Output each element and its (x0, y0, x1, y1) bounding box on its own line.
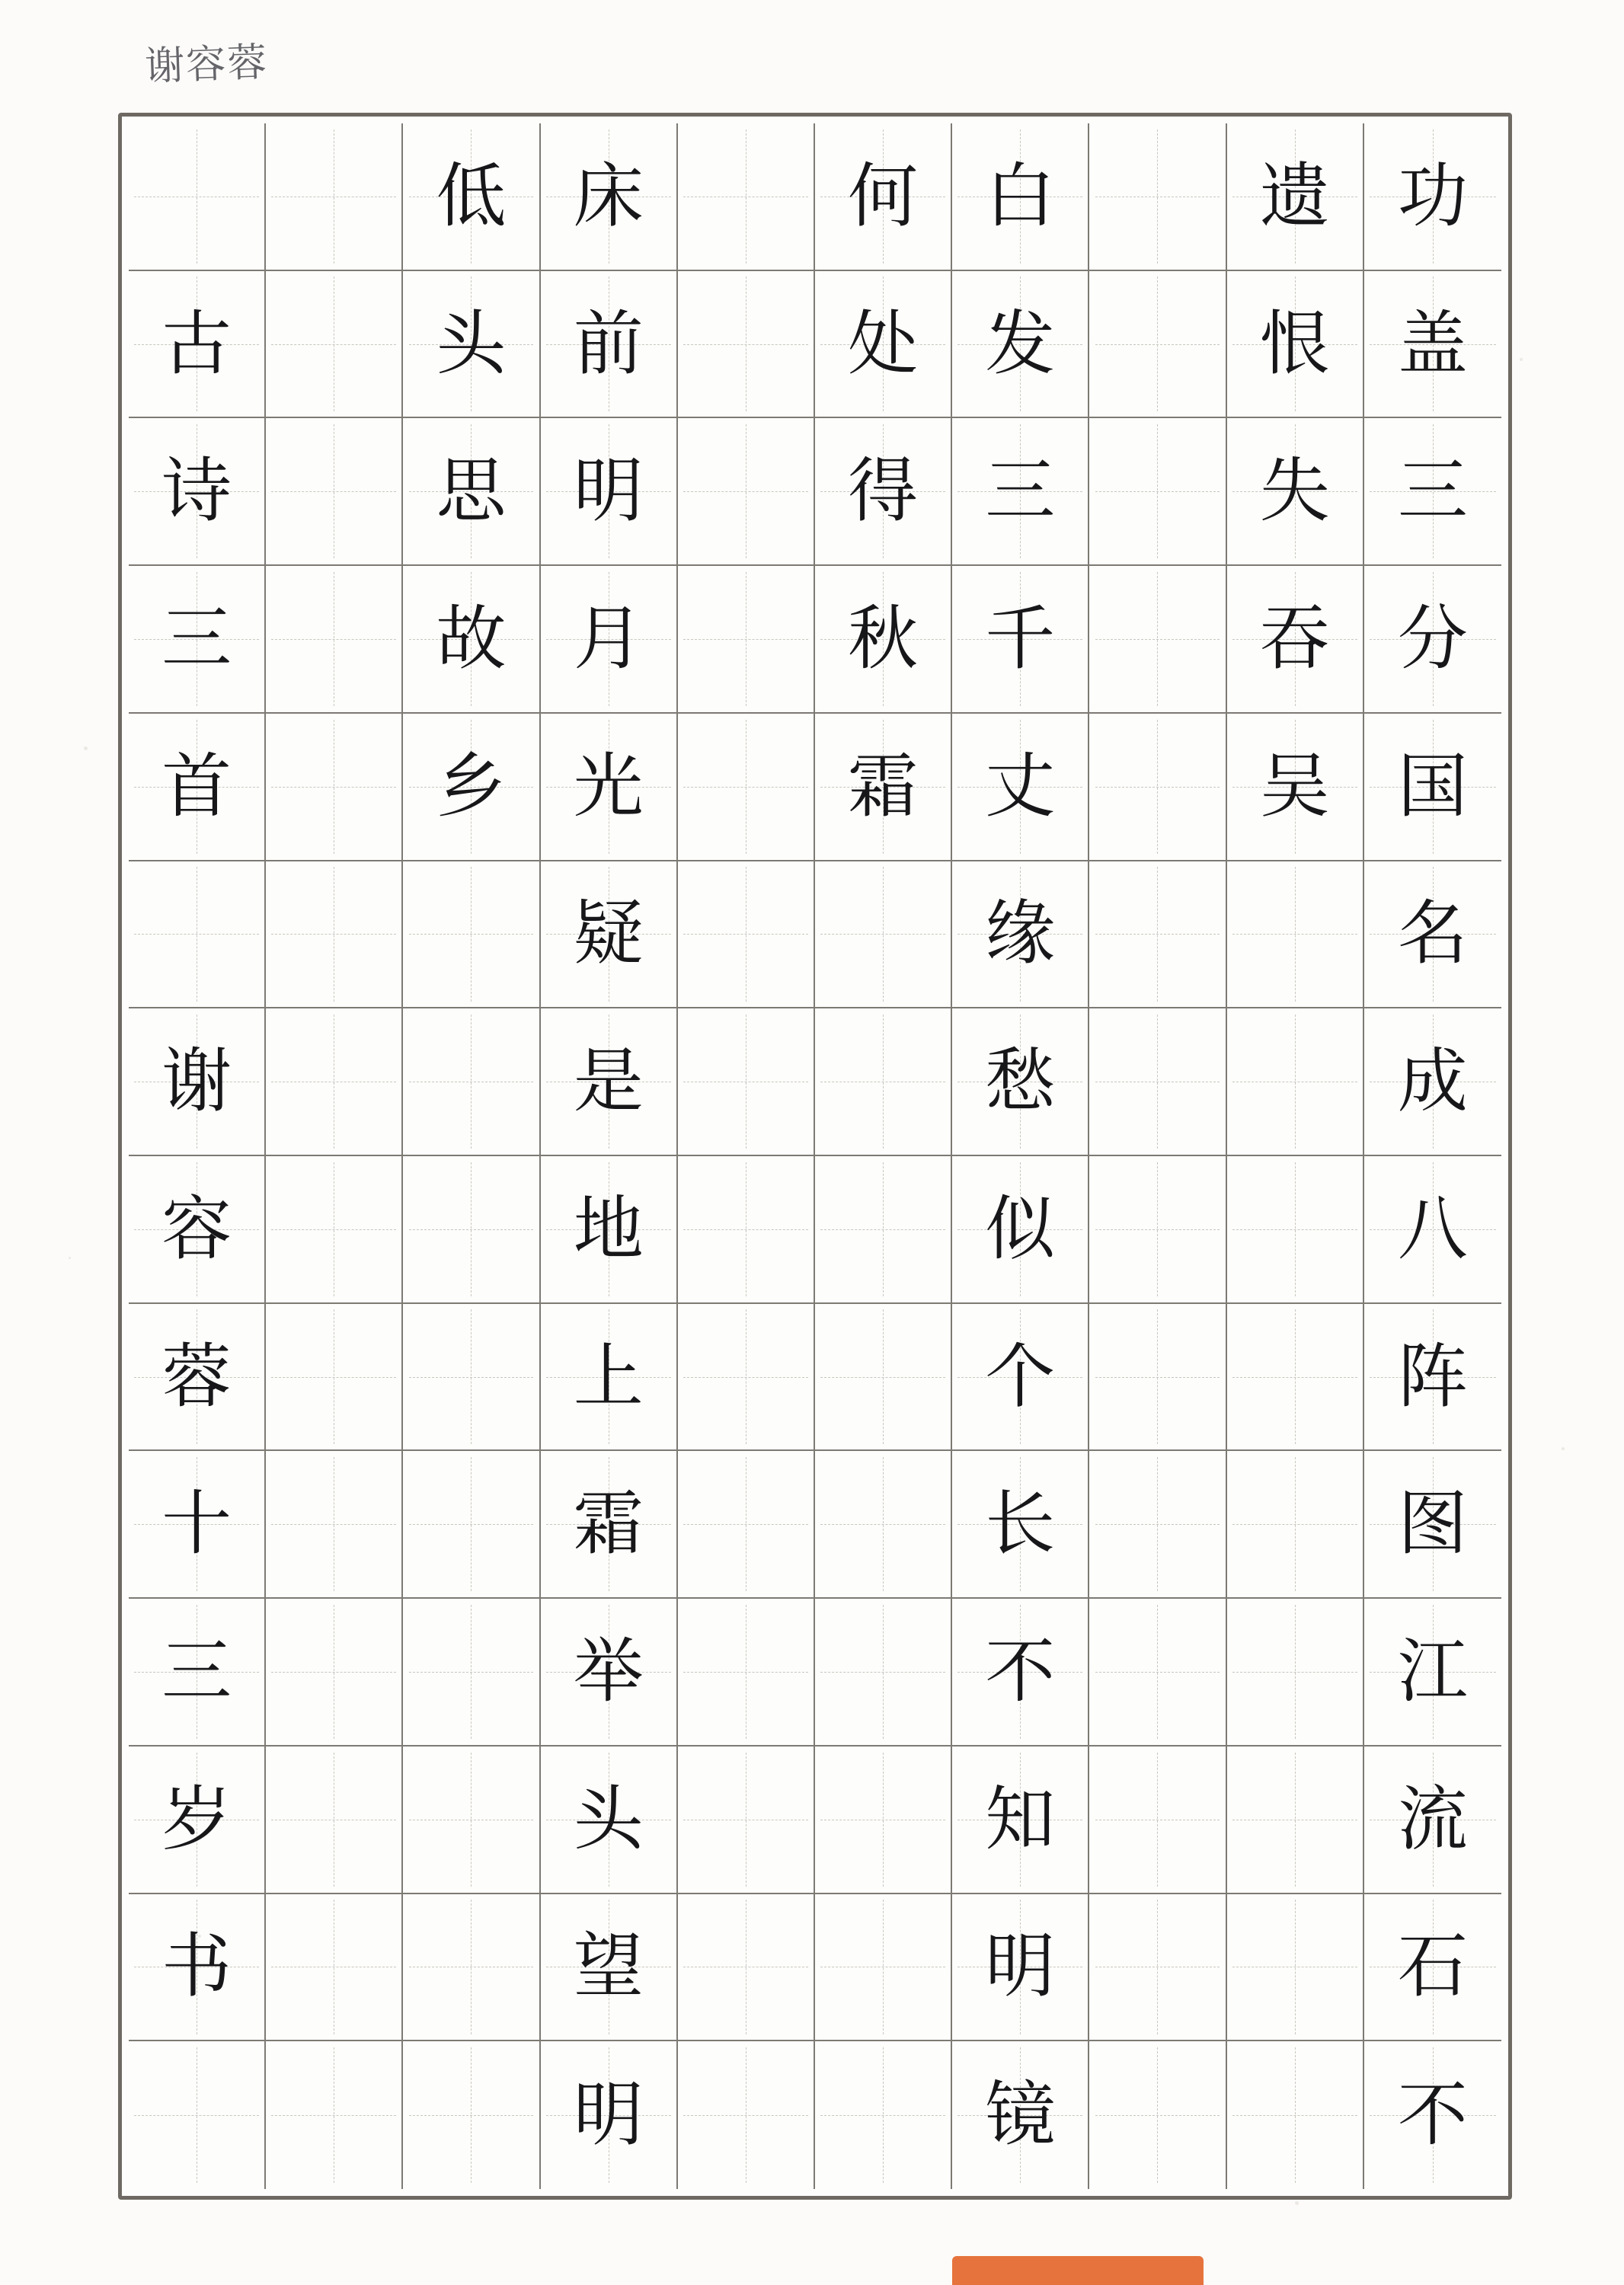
grid-cell (678, 1894, 815, 2042)
grid-cell (1364, 418, 1501, 566)
paper-speck (1520, 358, 1523, 361)
grid-cell (541, 123, 678, 271)
grid-cell (1089, 861, 1226, 1009)
handwritten-character: 秋 (848, 597, 919, 679)
grid-cell (1089, 123, 1226, 271)
grid-cell (952, 714, 1089, 861)
grid-cell (815, 271, 952, 419)
grid-cell (678, 1451, 815, 1599)
grid-cell (1089, 1599, 1226, 1747)
handwritten-character: 举 (573, 1630, 644, 1712)
grid-cell (541, 2041, 678, 2189)
handwritten-character: 流 (1397, 1778, 1468, 1860)
grid-cell (1227, 1894, 1364, 2042)
grid-cell (815, 861, 952, 1009)
grid-cell (266, 1008, 403, 1156)
grid-cell (541, 566, 678, 714)
grid-cell (1364, 861, 1501, 1009)
handwritten-character: 图 (1397, 1483, 1468, 1565)
grid-cell (815, 1894, 952, 2042)
grid-cell (1227, 1304, 1364, 1452)
handwritten-character: 缘 (985, 893, 1056, 975)
grid-cell (678, 1304, 815, 1452)
handwritten-character: 古 (161, 302, 232, 385)
handwritten-character: 岁 (161, 1778, 232, 1860)
handwritten-character: 三 (985, 450, 1056, 532)
grid-cell (403, 861, 540, 1009)
grid-cell (1227, 2041, 1364, 2189)
grid-cell (1089, 1451, 1226, 1599)
handwritten-character: 霜 (573, 1483, 644, 1565)
grid-cell (541, 714, 678, 861)
grid-cell (403, 418, 540, 566)
grid-cell (1089, 1008, 1226, 1156)
grid-cell (403, 566, 540, 714)
handwritten-character: 三 (161, 1630, 232, 1712)
grid-cell (1364, 566, 1501, 714)
grid-cell (678, 566, 815, 714)
grid-cell (541, 1451, 678, 1599)
grid-cell (952, 861, 1089, 1009)
handwritten-character: 丈 (985, 745, 1056, 827)
grid-cell (541, 1156, 678, 1304)
grid-cell (129, 861, 266, 1009)
grid-cell (815, 1599, 952, 1747)
handwritten-character: 霜 (848, 745, 919, 827)
handwritten-character: 成 (1397, 1040, 1468, 1123)
grid-cell (678, 418, 815, 566)
grid-cell (952, 1747, 1089, 1894)
grid-cell (815, 714, 952, 861)
handwritten-character: 十 (161, 1483, 232, 1565)
grid-cell (266, 1451, 403, 1599)
grid-cell (1089, 714, 1226, 861)
grid-cell (129, 1599, 266, 1747)
paper-speck (84, 746, 88, 750)
handwritten-character: 八 (1397, 1187, 1468, 1270)
grid-cell (1364, 1747, 1501, 1894)
grid-cell (266, 566, 403, 714)
grid-cell (678, 2041, 815, 2189)
handwritten-character: 长 (985, 1483, 1056, 1565)
grid-cell (1227, 418, 1364, 566)
handwritten-character: 书 (161, 1925, 232, 2008)
grid-cell (815, 1747, 952, 1894)
handwritten-character: 月 (573, 597, 644, 679)
grid-cell (403, 1599, 540, 1747)
handwritten-character: 明 (985, 1925, 1056, 2008)
grid-cell (678, 123, 815, 271)
grid-cell (129, 1156, 266, 1304)
grid-cell (1089, 271, 1226, 419)
handwritten-character: 首 (161, 745, 232, 827)
grid-cell (952, 123, 1089, 271)
grid-cell (1227, 566, 1364, 714)
page-edge-artifact (952, 2256, 1204, 2285)
grid-cell (403, 2041, 540, 2189)
paper-speck (69, 1257, 71, 1259)
grid-cell (1227, 1156, 1364, 1304)
grid-cell (815, 1008, 952, 1156)
grid-cell (952, 418, 1089, 566)
grid-cell (129, 1451, 266, 1599)
grid-cell (129, 1008, 266, 1156)
grid-cell (129, 271, 266, 419)
handwritten-character: 三 (161, 597, 232, 679)
grid-cell (678, 1599, 815, 1747)
handwritten-character: 恨 (1259, 302, 1330, 385)
grid-cell (1089, 566, 1226, 714)
handwritten-character: 明 (573, 2074, 644, 2156)
grid-cell (1227, 1008, 1364, 1156)
grid-cell (403, 1894, 540, 2042)
grid-cell (266, 1304, 403, 1452)
grid-cell (815, 1451, 952, 1599)
grid-cell (1227, 1599, 1364, 1747)
grid-cell (678, 861, 815, 1009)
grid-cell (1227, 123, 1364, 271)
grid-cell (541, 271, 678, 419)
grid-cell (403, 1156, 540, 1304)
grid-cell (129, 1304, 266, 1452)
grid-cell (678, 271, 815, 419)
handwritten-character: 愁 (985, 1040, 1056, 1123)
handwritten-character: 何 (848, 155, 919, 237)
handwritten-character: 个 (985, 1335, 1056, 1417)
handwritten-character: 明 (573, 450, 644, 532)
grid-cell (952, 1894, 1089, 2042)
grid-cell (266, 418, 403, 566)
handwritten-character: 似 (985, 1187, 1056, 1270)
handwritten-character: 床 (573, 155, 644, 237)
grid-cell (815, 1304, 952, 1452)
handwritten-character: 疑 (573, 893, 644, 975)
grid-cell (1089, 1894, 1226, 2042)
grid-cell (952, 1304, 1089, 1452)
grid-cell (1364, 1599, 1501, 1747)
grid-cell (1364, 123, 1501, 271)
handwritten-character: 蓉 (161, 1335, 232, 1417)
grid-cell (1364, 1894, 1501, 2042)
grid-cell (1227, 271, 1364, 419)
grid-cell (403, 714, 540, 861)
grid-cell (1227, 1451, 1364, 1599)
grid-cell (678, 1008, 815, 1156)
grid-cell (1089, 2041, 1226, 2189)
handwritten-character: 容 (161, 1187, 232, 1270)
handwritten-character: 诗 (161, 450, 232, 532)
grid-cell (1089, 1156, 1226, 1304)
grid-cell (815, 123, 952, 271)
handwritten-character: 三 (1397, 450, 1468, 532)
handwritten-character: 得 (848, 450, 919, 532)
grid-cell (1364, 2041, 1501, 2189)
grid-cell (403, 1304, 540, 1452)
grid-cell (541, 861, 678, 1009)
grid-cell (129, 566, 266, 714)
grid-cell (266, 861, 403, 1009)
grid-cell (403, 1008, 540, 1156)
grid-cell (541, 1894, 678, 2042)
grid-cell (1364, 1451, 1501, 1599)
grid-cell (815, 1156, 952, 1304)
grid-cell (129, 418, 266, 566)
handwritten-character: 光 (573, 745, 644, 827)
grid-cell (952, 1156, 1089, 1304)
grid-cell (266, 1156, 403, 1304)
grid-cell (952, 1451, 1089, 1599)
handwritten-character: 白 (985, 155, 1056, 237)
grid-cell (266, 1599, 403, 1747)
grid-cell (266, 271, 403, 419)
grid-cell (541, 418, 678, 566)
handwritten-character: 名 (1397, 893, 1468, 975)
grid-cell (541, 1008, 678, 1156)
handwritten-character: 思 (436, 450, 507, 532)
grid-cell (541, 1304, 678, 1452)
handwritten-character: 不 (1397, 2074, 1468, 2156)
handwritten-character: 望 (573, 1925, 644, 2008)
handwritten-character: 盖 (1397, 302, 1468, 385)
handwritten-character: 江 (1397, 1630, 1468, 1712)
handwritten-character: 头 (573, 1778, 644, 1860)
handwritten-character: 谢 (161, 1040, 232, 1123)
grid-cell (815, 566, 952, 714)
handwritten-character: 乡 (436, 745, 507, 827)
paper-speck (1562, 1447, 1565, 1450)
handwritten-character: 是 (573, 1040, 644, 1123)
grid-cell (266, 1747, 403, 1894)
grid-cell (403, 271, 540, 419)
grid-cell (815, 2041, 952, 2189)
grid-cell (952, 271, 1089, 419)
handwritten-character: 上 (573, 1335, 644, 1417)
handwritten-character: 故 (436, 597, 507, 679)
grid-cell (403, 1747, 540, 1894)
grid-cell (678, 714, 815, 861)
grid-cell (1227, 861, 1364, 1009)
handwritten-character: 功 (1397, 155, 1468, 237)
grid-cell (541, 1747, 678, 1894)
grid-cell (952, 566, 1089, 714)
grid-cell (1089, 418, 1226, 566)
grid-cell (1364, 714, 1501, 861)
handwritten-character: 前 (573, 302, 644, 385)
handwritten-character: 不 (985, 1630, 1056, 1712)
grid-cell (678, 1747, 815, 1894)
grid-cell (678, 1156, 815, 1304)
grid-cell (541, 1599, 678, 1747)
handwritten-character: 知 (985, 1778, 1056, 1860)
grid-cell (129, 123, 266, 271)
grid-cell (1364, 271, 1501, 419)
grid-cell (266, 2041, 403, 2189)
grid-cell (952, 1008, 1089, 1156)
grid-cell (1364, 1304, 1501, 1452)
handwritten-character: 国 (1397, 745, 1468, 827)
handwritten-character: 千 (985, 597, 1056, 679)
grid-cell (266, 1894, 403, 2042)
grid-cell (1364, 1008, 1501, 1156)
handwritten-signature: 谢容蓉 (144, 40, 270, 90)
handwritten-character: 吴 (1259, 745, 1330, 827)
grid-cell (129, 1747, 266, 1894)
handwritten-character: 失 (1259, 450, 1330, 532)
paper-speck (1295, 2201, 1299, 2205)
handwritten-character: 发 (985, 302, 1056, 385)
grid-cell (1227, 1747, 1364, 1894)
handwritten-character: 分 (1397, 597, 1468, 679)
grid-cell (129, 2041, 266, 2189)
grid-cell (815, 418, 952, 566)
grid-cell (1227, 714, 1364, 861)
grid-cell (403, 123, 540, 271)
grid-cell (1089, 1304, 1226, 1452)
handwritten-character: 遗 (1259, 155, 1330, 237)
character-grid-frame (118, 113, 1512, 2200)
handwritten-character: 镜 (985, 2074, 1056, 2156)
grid-cell (1089, 1747, 1226, 1894)
handwritten-character: 地 (573, 1187, 644, 1270)
grid-cell (129, 714, 266, 861)
handwritten-character: 阵 (1397, 1335, 1468, 1417)
grid-cell (129, 1894, 266, 2042)
handwritten-character: 石 (1397, 1925, 1468, 2008)
handwritten-character: 低 (436, 155, 507, 237)
grid-cell (266, 123, 403, 271)
handwritten-character: 头 (436, 302, 507, 385)
character-grid (129, 123, 1501, 2189)
handwritten-character: 吞 (1259, 597, 1330, 679)
handwritten-character: 处 (848, 302, 919, 385)
grid-cell (403, 1451, 540, 1599)
grid-cell (266, 714, 403, 861)
grid-cell (952, 1599, 1089, 1747)
grid-cell (952, 2041, 1089, 2189)
grid-cell (1364, 1156, 1501, 1304)
